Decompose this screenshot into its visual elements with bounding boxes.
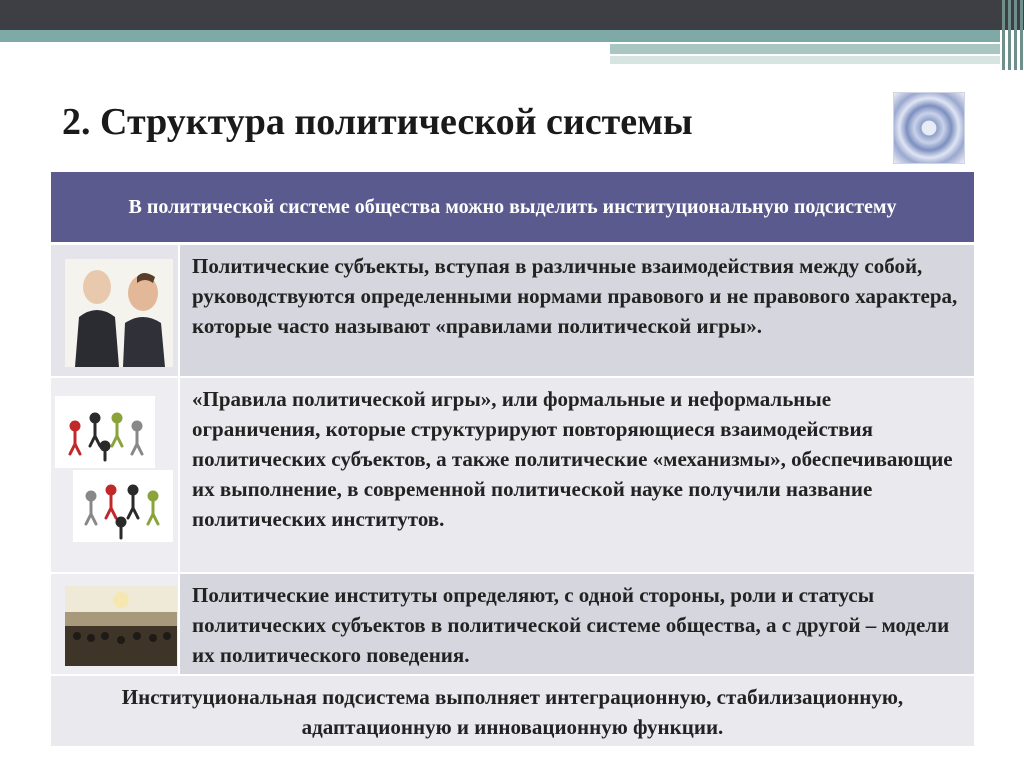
assembly-hall-image <box>65 586 177 666</box>
row-image-cell <box>51 574 180 674</box>
content-table <box>51 172 974 746</box>
row-image-cell <box>51 378 180 572</box>
corner-decoration <box>1000 0 1024 70</box>
table-row <box>51 378 974 574</box>
table-row <box>51 245 974 378</box>
top-accent-stripe <box>0 30 1000 42</box>
politicians-caricature-image <box>65 259 173 367</box>
slide-title: 2. Структура политической системы <box>62 101 693 143</box>
top-accent-stripe-3 <box>610 56 1000 64</box>
row-text: Политические субъекты, вступая в различные взаимодействия между собой, руководствуются определенными нормами правового и не правового характера, которые часто называют «правилами политической игры». <box>180 245 974 376</box>
row-text: «Правила политической игры», или формальные и неформальные ограничения, которые структурируют повторяющиеся взаимодействия политических субъектов, а также политические «механизмы», обеспечивающие их выполнение, в современной политической науке получили название политических институтов. <box>180 378 974 572</box>
table-row <box>51 574 974 676</box>
row-image-cell <box>51 245 180 376</box>
top-bar <box>0 0 1024 30</box>
snowflake-image <box>893 92 965 164</box>
top-accent-stripe-2 <box>610 44 1000 54</box>
table-header: В политической системе общества можно выделить институциональную подсистему <box>51 172 974 245</box>
people-circle-image <box>55 396 155 468</box>
row-text: Политические институты определяют, с одной стороны, роли и статусы политических субъектов в политической системе общества, а с другой – модели их политического поведения. <box>180 574 974 674</box>
table-footer: Институциональная подсистема выполняет интеграционную, стабилизационную, адаптационную и инновационную функции. <box>51 676 974 746</box>
people-circle-image-2 <box>73 470 173 542</box>
